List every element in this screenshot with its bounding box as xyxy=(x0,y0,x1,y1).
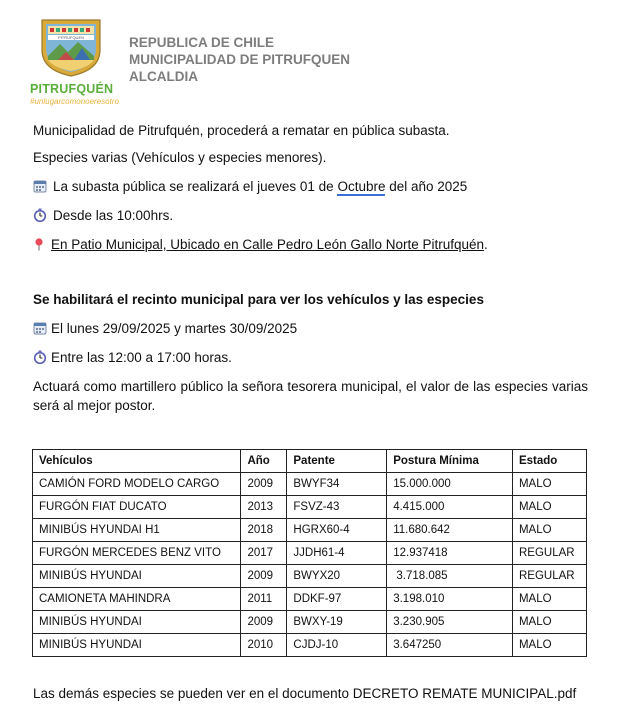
header-year: Año xyxy=(241,450,287,473)
header-line-office: ALCALDIA xyxy=(129,69,198,84)
letterhead xyxy=(129,34,350,85)
cell-minimum-bid: 15.000.000 xyxy=(387,473,513,496)
auction-date-line xyxy=(33,178,588,195)
cell-vehicle: MINIBÚS HYUNDAI xyxy=(33,611,241,634)
stopwatch-icon xyxy=(33,208,47,222)
logo-banner-text: PITRUFQUEN xyxy=(58,35,84,40)
header-condition: Estado xyxy=(512,450,586,473)
header-minimum-bid: Postura Mínima xyxy=(387,450,513,473)
cell-plate: HGRX60-4 xyxy=(287,519,387,542)
table-row xyxy=(33,588,587,611)
cell-plate: BWYX20 xyxy=(287,565,387,588)
auction-location-text: En Patio Municipal, Ubicado en Calle Pedro León Gallo Norte Pitrufquén xyxy=(51,237,485,252)
cell-vehicle: MINIBÚS HYUNDAI xyxy=(33,634,241,657)
cell-year: 2017 xyxy=(241,542,287,565)
auction-location-period: . xyxy=(484,237,488,252)
auction-month: Octubre xyxy=(337,179,386,194)
cell-year: 2010 xyxy=(241,634,287,657)
cell-year: 2009 xyxy=(241,611,287,634)
cell-year: 2018 xyxy=(241,519,287,542)
viewing-hours-text: Entre las 12:00 a 17:00 horas. xyxy=(51,350,232,365)
table-row xyxy=(33,634,587,657)
footer-note: Las demás especies se pueden ver en el documento DECRETO REMATE MUNICIPAL.pdf xyxy=(33,686,577,701)
vehicles-table xyxy=(32,449,587,657)
table-row xyxy=(33,565,587,588)
viewing-dates-text: El lunes 29/09/2025 y martes 30/09/2025 xyxy=(51,321,298,336)
auction-location-line xyxy=(33,236,588,253)
cell-vehicle: FURGÓN MERCEDES BENZ VITO xyxy=(33,542,241,565)
cell-plate: DDKF-97 xyxy=(287,588,387,611)
shield-crest-icon xyxy=(38,16,104,78)
cell-condition: MALO xyxy=(512,496,586,519)
cell-vehicle: MINIBÚS HYUNDAI H1 xyxy=(33,519,241,542)
header-plate: Patente xyxy=(287,450,387,473)
cell-minimum-bid: 3.647250 xyxy=(387,634,513,657)
map-pin-icon xyxy=(33,237,47,251)
calendar-icon xyxy=(33,179,47,193)
cell-year: 2013 xyxy=(241,496,287,519)
cell-condition: REGULAR xyxy=(512,565,586,588)
stopwatch-icon xyxy=(33,350,47,364)
table-row xyxy=(33,611,587,634)
cell-minimum-bid: 3.198.010 xyxy=(387,588,513,611)
cell-vehicle: FURGÓN FIAT DUCATO xyxy=(33,496,241,519)
cell-minimum-bid: 3.718.085 xyxy=(387,565,513,588)
cell-vehicle: MINIBÚS HYUNDAI xyxy=(33,565,241,588)
table-header-row xyxy=(33,450,587,473)
viewing-hours-line xyxy=(33,349,588,366)
auction-time-line xyxy=(33,207,588,224)
auctioneer-paragraph: Actuará como martillero público la señora tesorera municipal, el valor de las especies varias será al mejor postor. xyxy=(33,379,588,413)
cell-plate: FSVZ-43 xyxy=(287,496,387,519)
intro-paragraph-2: Especies varias (Vehículos y especies menores). xyxy=(33,150,327,165)
cell-minimum-bid: 3.230.905 xyxy=(387,611,513,634)
header-line-republic: REPUBLICA DE CHILE xyxy=(129,35,275,50)
cell-condition: REGULAR xyxy=(512,542,586,565)
cell-plate: BWYF34 xyxy=(287,473,387,496)
intro-paragraph-1: Municipalidad de Pitrufquén, procederá a rematar en pública subasta. xyxy=(33,123,450,138)
table-row xyxy=(33,542,587,565)
table-row xyxy=(33,496,587,519)
calendar-icon xyxy=(33,321,47,335)
cell-minimum-bid: 4.415.000 xyxy=(387,496,513,519)
cell-year: 2009 xyxy=(241,565,287,588)
cell-condition: MALO xyxy=(512,611,586,634)
table-row xyxy=(33,519,587,542)
viewing-section-title: Se habilitará el recinto municipal para ver los vehículos y las especies xyxy=(33,292,484,307)
cell-condition: MALO xyxy=(512,634,586,657)
cell-vehicle: CAMIÓN FORD MODELO CARGO xyxy=(33,473,241,496)
header-vehicles: Vehículos xyxy=(33,450,241,473)
cell-condition: MALO xyxy=(512,473,586,496)
logo-name: PITRUFQUÉN xyxy=(30,82,114,96)
logo-tagline: #unlugarcomonoeresotro xyxy=(30,97,119,106)
auction-time-text: Desde las 10:00hrs. xyxy=(53,208,174,223)
auction-year-text: del año 2025 xyxy=(385,179,468,194)
viewing-dates-line xyxy=(33,320,588,337)
cell-condition: MALO xyxy=(512,588,586,611)
header-line-municipality: MUNICIPALIDAD DE PITRUFQUEN xyxy=(129,52,350,67)
cell-plate: BWXY-19 xyxy=(287,611,387,634)
cell-year: 2009 xyxy=(241,473,287,496)
cell-minimum-bid: 11.680.642 xyxy=(387,519,513,542)
cell-plate: JJDH61-4 xyxy=(287,542,387,565)
cell-year: 2011 xyxy=(241,588,287,611)
municipality-logo xyxy=(30,16,119,106)
cell-vehicle: CAMIONETA MAHINDRA xyxy=(33,588,241,611)
table-row xyxy=(33,473,587,496)
cell-minimum-bid: 12.937418 xyxy=(387,542,513,565)
auction-date-text: La subasta pública se realizará el jueves 01 de xyxy=(53,179,338,194)
cell-condition: MALO xyxy=(512,519,586,542)
cell-plate: CJDJ-10 xyxy=(287,634,387,657)
